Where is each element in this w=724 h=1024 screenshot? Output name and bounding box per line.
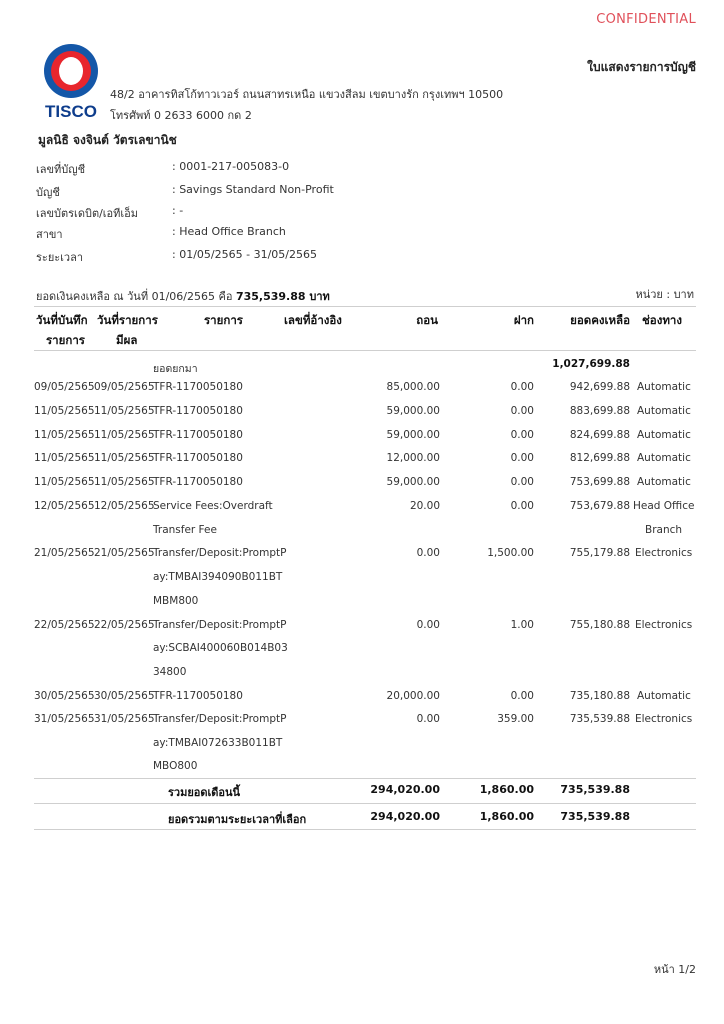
header-divider: [34, 350, 696, 351]
logo-text: TISCO: [45, 102, 97, 120]
row-balance: 753,699.88: [569, 476, 630, 488]
row-effective-date: 30/05/2565: [94, 690, 155, 702]
row-record-date: 21/05/2565: [34, 547, 95, 559]
row-channel: Automatic: [637, 690, 691, 702]
row-withdraw: 0.00: [416, 619, 440, 631]
row-deposit: 0.00: [510, 500, 534, 512]
brought-forward-label: ยอดยกมา: [153, 363, 198, 375]
row-effective-date: 31/05/2565: [94, 713, 155, 725]
row-deposit: 0.00: [510, 690, 534, 702]
balance-amount: 735,539.88 บาท: [235, 290, 330, 303]
totals-bottom-divider: [34, 829, 696, 830]
row-balance: 735,180.88: [569, 690, 630, 702]
row-record-date: 30/05/2565: [34, 690, 95, 702]
row-balance: 755,180.88: [569, 619, 630, 631]
month-total-balance: 735,539.88: [560, 783, 630, 796]
row-deposit: 0.00: [510, 405, 534, 417]
row-balance: 883,699.88: [569, 405, 630, 417]
row-channel: Automatic: [637, 381, 691, 393]
header-description: รายการ: [204, 313, 243, 327]
table-top-divider: [34, 306, 696, 307]
row-balance: 755,179.88: [569, 547, 630, 559]
row-description: TFR-1170050180: [153, 476, 243, 488]
row-description-cont: MBM800: [153, 595, 199, 607]
bank-phone: โทรศัพท์ 0 2633 6000 กด 2: [110, 109, 252, 122]
card-number-label: เลขบัตรเดบิต/เอทีเอ็ม: [36, 207, 139, 220]
row-balance: 824,699.88: [569, 429, 630, 441]
header-effective-date-2: มีผล: [116, 333, 138, 347]
header-channel: ช่องทาง: [642, 313, 682, 327]
balance-prefix: ยอดเงินคงเหลือ ณ วันที่ 01/06/2565 คือ: [36, 290, 233, 303]
row-channel: Electronics: [635, 713, 693, 725]
row-effective-date: 12/05/2565: [94, 500, 155, 512]
row-deposit: 1.00: [510, 619, 534, 631]
row-effective-date: 11/05/2565: [94, 429, 155, 441]
row-description: TFR-1170050180: [153, 429, 243, 441]
row-withdraw: 0.00: [416, 547, 440, 559]
period-total-balance: 735,539.88: [560, 810, 630, 823]
row-description: Transfer/Deposit:PromptP: [153, 713, 287, 725]
row-balance: 942,699.88: [569, 381, 630, 393]
month-total-label: รวมยอดเดือนนี้: [168, 786, 241, 799]
row-description: TFR-1170050180: [153, 381, 243, 393]
period-total-label: ยอดรวมตามระยะเวลาที่เลือก: [168, 813, 307, 826]
row-record-date: 11/05/2565: [34, 429, 95, 441]
row-withdraw: 12,000.00: [386, 452, 440, 464]
row-channel: Automatic: [637, 429, 691, 441]
header-record-date: วันที่บันทึก: [36, 313, 88, 327]
page-number: หน้า 1/2: [653, 963, 696, 976]
row-channel: Automatic: [637, 476, 691, 488]
row-description-cont: MBO800: [153, 760, 198, 772]
row-description: TFR-1170050180: [153, 405, 243, 417]
period-total-deposit: 1,860.00: [479, 810, 534, 823]
row-balance: 753,679.88: [569, 500, 630, 512]
header-record-date-2: รายการ: [46, 333, 85, 347]
branch-label: สาขา: [36, 228, 63, 241]
row-withdraw: 59,000.00: [386, 476, 440, 488]
row-description-cont: 34800: [153, 666, 187, 678]
row-deposit: 0.00: [510, 381, 534, 393]
row-description-cont: ay:TMBAI072633B011BT: [153, 737, 283, 749]
row-effective-date: 11/05/2565: [94, 476, 155, 488]
row-record-date: 31/05/2565: [34, 713, 95, 725]
row-balance: 812,699.88: [569, 452, 630, 464]
month-total-withdraw: 294,020.00: [370, 783, 440, 796]
row-withdraw: 85,000.00: [386, 381, 440, 393]
row-description: TFR-1170050180: [153, 452, 243, 464]
row-effective-date: 22/05/2565: [94, 619, 155, 631]
totals-middle-divider: [34, 803, 696, 804]
row-description-cont: ay:SCBAI400060B014B03: [153, 642, 288, 654]
period-label: ระยะเวลา: [36, 251, 84, 264]
row-deposit: 0.00: [510, 429, 534, 441]
row-description: Transfer/Deposit:PromptP: [153, 619, 287, 631]
row-withdraw: 59,000.00: [386, 405, 440, 417]
row-deposit: 1,500.00: [487, 547, 534, 559]
brought-forward-amount: 1,027,699.88: [552, 358, 630, 370]
row-record-date: 09/05/2565: [34, 381, 95, 393]
account-holder-name: มูลนิธิ จงจินต์ วัตรเลขานิช: [38, 133, 177, 147]
row-channel: Electronics: [635, 619, 693, 631]
row-description: Transfer/Deposit:PromptP: [153, 547, 287, 559]
row-effective-date: 11/05/2565: [94, 405, 155, 417]
row-deposit: 0.00: [510, 476, 534, 488]
row-description-cont: Transfer Fee: [153, 524, 217, 536]
balance-summary: [36, 287, 330, 305]
account-number-label: เลขที่บัญชี: [36, 163, 86, 176]
row-record-date: 11/05/2565: [34, 476, 95, 488]
account-number-value: : 0001-217-005083-0: [172, 160, 290, 173]
header-effective-date: วันที่รายการ: [97, 313, 158, 327]
row-channel: Automatic: [637, 405, 691, 417]
row-channel: Electronics: [635, 547, 693, 559]
row-effective-date: 21/05/2565: [94, 547, 155, 559]
row-withdraw: 20,000.00: [386, 690, 440, 702]
row-balance: 735,539.88: [569, 713, 630, 725]
tisco-logo-icon: [40, 42, 102, 120]
document-title: ใบแสดงรายการบัญชี: [587, 60, 696, 74]
row-deposit: 0.00: [510, 452, 534, 464]
row-deposit: 359.00: [497, 713, 534, 725]
row-channel-cont: Branch: [645, 524, 683, 536]
row-description: Service Fees:Overdraft: [153, 500, 273, 512]
row-record-date: 12/05/2565: [34, 500, 95, 512]
header-deposit: ฝาก: [513, 313, 534, 327]
row-withdraw: 20.00: [409, 500, 440, 512]
row-record-date: 11/05/2565: [34, 452, 95, 464]
row-record-date: 22/05/2565: [34, 619, 95, 631]
account-type-value: : Savings Standard Non-Profit: [172, 183, 334, 196]
row-channel: Head Office: [633, 500, 695, 512]
currency-unit: หน่วย : บาท: [635, 288, 694, 301]
month-total-deposit: 1,860.00: [479, 783, 534, 796]
tisco-logo: [40, 42, 102, 120]
header-withdraw: ถอน: [416, 313, 438, 327]
period-total-withdraw: 294,020.00: [370, 810, 440, 823]
row-description-cont: ay:TMBAI394090B011BT: [153, 571, 283, 583]
row-effective-date: 09/05/2565: [94, 381, 155, 393]
bank-address: 48/2 อาคารทิสโก้ทาวเวอร์ ถนนสาทรเหนือ แขวงสีลม เขตบางรัก กรุงเทพฯ 10500: [110, 88, 504, 101]
branch-value: : Head Office Branch: [172, 225, 286, 238]
period-value: : 01/05/2565 - 31/05/2565: [172, 248, 317, 261]
row-record-date: 11/05/2565: [34, 405, 95, 417]
card-number-value: : -: [172, 204, 184, 217]
account-type-label: บัญชี: [36, 186, 60, 199]
confidential-label: CONFIDENTIAL: [596, 12, 696, 27]
row-description: TFR-1170050180: [153, 690, 243, 702]
row-withdraw: 59,000.00: [386, 429, 440, 441]
row-effective-date: 11/05/2565: [94, 452, 155, 464]
totals-top-divider: [34, 778, 696, 779]
row-withdraw: 0.00: [416, 713, 440, 725]
header-balance: ยอดคงเหลือ: [570, 313, 630, 327]
header-reference: เลขที่อ้างอิง: [284, 313, 342, 327]
row-channel: Automatic: [637, 452, 691, 464]
